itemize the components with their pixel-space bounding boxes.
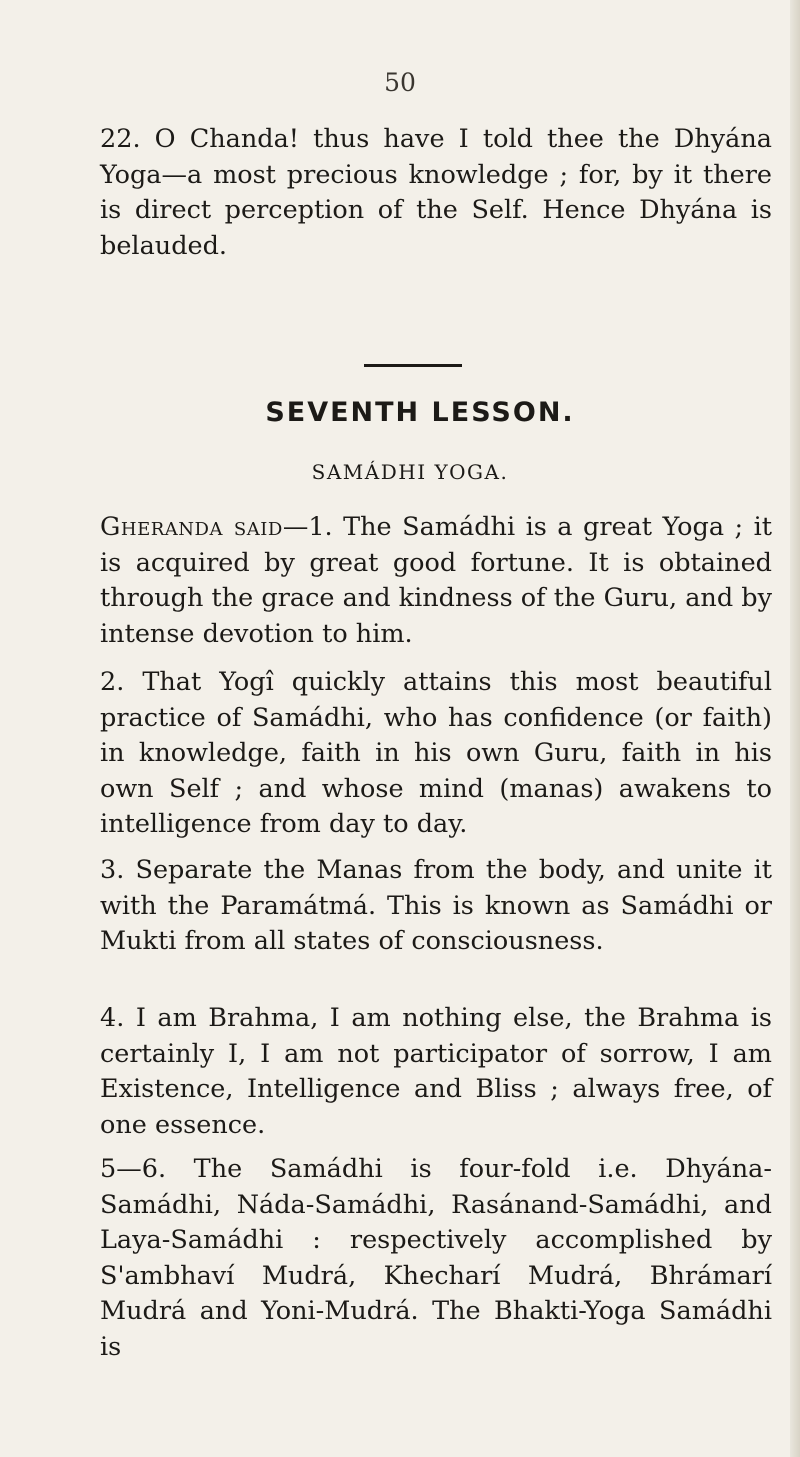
- paragraph-verse-2: 2. That Yogî quickly attains this most beautiful practice of Samádhi, who has confidence (or faith) in knowledge, faith in his own Guru, faith in his own Self ; and whose mind (manas) awakens to intelligence from day to day.: [100, 667, 772, 839]
- speaker-label: Gheranda said: [100, 512, 283, 542]
- paragraph-verse-3: 3. Separate the Manas from the body, and unite it with the Paramátmá. This is known as Samádhi or Mukti from all states of consciousness.: [100, 855, 772, 956]
- page-edge: [790, 0, 800, 1457]
- paragraph-verse-1: [100, 510, 772, 652]
- paragraph-verse-4: 4. I am Brahma, I am nothing else, the Brahma is certainly I, I am not participator of sorrow, I am Existence, Intelligence and Bliss ; always free, of one essence.: [100, 1003, 772, 1140]
- paragraph-verse-22: 22. O Chanda! thus have I told thee the Dhyána Yoga—a most precious knowledge ; for, by it there is direct perception of the Self. Hence Dhyána is belauded.: [100, 124, 772, 261]
- section-divider: [364, 364, 462, 367]
- verse-1-text: —1. The Samádhi is a great Yoga ; it is acquired by great good fortune. It is obtained through the grace and kindness of the Guru, and by intense devotion to him.: [100, 512, 772, 649]
- lesson-subheading: SAMÁDHI YOGA.: [311, 460, 509, 484]
- paragraph-verse-5-6: 5—6. The Samádhi is four-fold i.e. Dhyána-Samádhi, Náda-Samádhi, Rasánand-Samádhi, and Laya-Samádhi : respectively accomplished by S'ambhaví Mudrá, Khecharí Mudrá, Bhrámarí Mudrá and Yoni-Mudrá. The Bhakti-Yoga Samádhi is: [100, 1154, 772, 1362]
- lesson-heading: SEVENTH LESSON.: [265, 397, 575, 428]
- page-number: 50: [384, 68, 416, 97]
